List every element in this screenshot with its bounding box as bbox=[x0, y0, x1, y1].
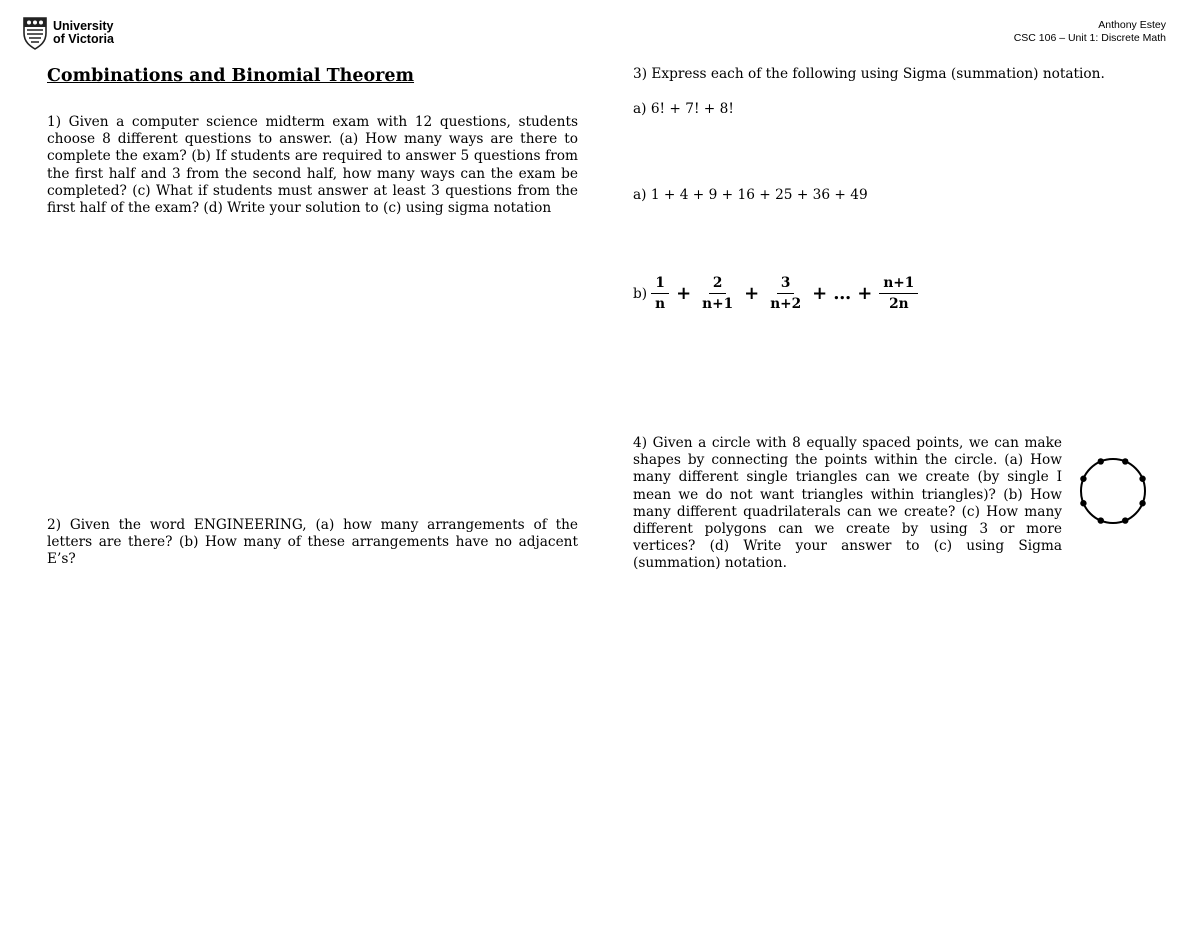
circle-point bbox=[1098, 458, 1104, 464]
question-3-part-a2: a) 1 + 4 + 9 + 16 + 25 + 36 + 49 bbox=[633, 187, 868, 203]
circle-point bbox=[1098, 517, 1104, 523]
question-3-part-b bbox=[633, 275, 922, 312]
fraction-numerator: n+1 bbox=[879, 275, 918, 294]
part-b-label: b) bbox=[633, 285, 648, 302]
page-title: Combinations and Binomial Theorem bbox=[47, 66, 415, 86]
plus-sign: + bbox=[676, 283, 692, 304]
fraction-denominator: 2n bbox=[889, 296, 909, 312]
fraction-term bbox=[766, 275, 805, 312]
university-name-line2: of Victoria bbox=[53, 32, 114, 46]
circle-outline bbox=[1081, 459, 1145, 523]
fraction-denominator: n bbox=[655, 296, 666, 312]
fraction-numerator: 2 bbox=[709, 275, 727, 294]
university-name-line1: University bbox=[53, 19, 114, 33]
fraction-numerator: 1 bbox=[651, 275, 669, 294]
fraction-term bbox=[651, 275, 669, 312]
question-3-part-a1: a) 6! + 7! + 8! bbox=[633, 101, 734, 117]
circle-point bbox=[1139, 476, 1145, 482]
plus-sign: + bbox=[812, 283, 828, 304]
university-logo bbox=[22, 16, 114, 50]
circle-with-points-figure bbox=[1076, 454, 1150, 528]
question-4: 4) Given a circle with 8 equally spaced points, we can make shapes by connecting the points within the circle. (a) How many different single triangles can we create (by single I mean we do not want triangles within triangles)? (b) How many different quadrilaterals can we create? (c) How many different polygons can we create by using 3 or more vertices? (d) Write your answer to (c) using Sigma (summation) notation. bbox=[633, 435, 1062, 572]
circle-point bbox=[1080, 476, 1086, 482]
course-name: CSC 106 – Unit 1: Discrete Math bbox=[1013, 32, 1166, 44]
fraction-term bbox=[698, 275, 737, 312]
fraction-denominator: n+1 bbox=[702, 296, 734, 312]
plus-sign: + bbox=[744, 283, 760, 304]
question-1: 1) Given a computer science midterm exam with 12 questions, students choose 8 different questions to answer. (a) How many ways are there to complete the exam? (b) If students are required to answer 5 questions from the first half and 3 from the second half, how many ways can the exam be completed? (c) What if students must answer at least 3 questions from the first half of the exam? (d) Write your solution to (c) using sigma notation bbox=[47, 114, 578, 217]
author-block bbox=[1014, 19, 1166, 45]
fraction-numerator: 3 bbox=[777, 275, 795, 294]
fraction-term bbox=[879, 275, 918, 312]
crest-icon bbox=[22, 16, 48, 50]
circle-point bbox=[1139, 500, 1145, 506]
author-name: Anthony Estey bbox=[1098, 19, 1166, 31]
ellipsis: … bbox=[833, 283, 852, 304]
plus-sign: + bbox=[857, 283, 873, 304]
question-2: 2) Given the word ENGINEERING, (a) how many arrangements of the letters are there? (b) How many of these arrangements have no adjacent E’s? bbox=[47, 517, 578, 568]
fraction-denominator: n+2 bbox=[770, 296, 802, 312]
question-3-prompt: 3) Express each of the following using Sigma (summation) notation. bbox=[633, 66, 1105, 82]
circle-point bbox=[1122, 517, 1128, 523]
circle-point bbox=[1122, 458, 1128, 464]
circle-point bbox=[1080, 500, 1086, 506]
university-name bbox=[53, 20, 114, 46]
